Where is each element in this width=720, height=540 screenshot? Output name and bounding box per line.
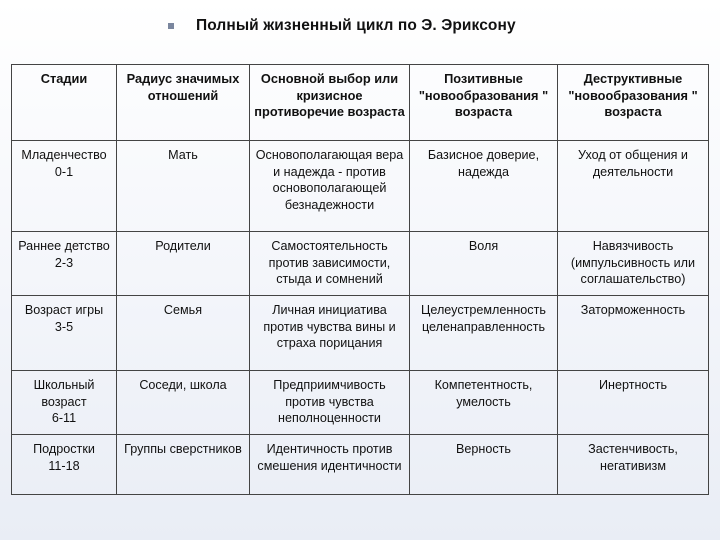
stage-age: 3-5 [54,319,74,334]
table-row [12,435,709,495]
stage-cell [12,296,117,371]
stage-name: Подростки [33,442,95,456]
crisis-cell: Идентичность против смешения идентичности [250,435,410,495]
radius-cell: Мать [117,141,250,232]
column-header-destructive: Деструктивные "новообразования " возраста [558,65,709,141]
column-header-radius: Радиус значимых отношений [117,65,250,141]
stage-cell [12,141,117,232]
stage-cell [12,371,117,435]
destructive-cell: Навязчивость (импульсивность или соглашательство) [558,232,709,296]
column-header-crisis: Основной выбор или кризисное противоречие возраста [250,65,410,141]
page-title: Полный жизненный цикл по Э. Эриксону [196,17,516,34]
table-row [12,232,709,296]
table-row [12,141,709,232]
crisis-cell: Самостоятельность против зависимости, стыда и сомнений [250,232,410,296]
stage-age: 0-1 [54,164,74,179]
positive-cell: Базисное доверие, надежда [410,141,558,232]
title-row [168,14,516,38]
stage-age: 2-3 [54,255,74,270]
stage-age: 11-18 [48,458,80,473]
stage-cell [12,435,117,495]
destructive-cell: Застенчивость, негативизм [558,435,709,495]
destructive-cell: Инертность [558,371,709,435]
destructive-cell: Заторможенность [558,296,709,371]
crisis-cell: Основополагающая вера и надежда - против основополагающей безнадежности [250,141,410,232]
radius-cell: Семья [117,296,250,371]
stage-name: Младенчество [21,148,107,162]
crisis-cell: Предприимчивость против чувства неполноценности [250,371,410,435]
destructive-cell: Уход от общения и деятельности [558,141,709,232]
radius-cell: Родители [117,232,250,296]
erikson-life-cycle-table [11,64,709,495]
stage-name: Раннее детство [18,239,110,253]
radius-cell: Группы сверстников [117,435,250,495]
positive-cell: Компетентность, умелость [410,371,558,435]
stage-name: Школьный возраст [33,378,95,409]
column-header-positive: Позитивные "новообразования " возраста [410,65,558,141]
stage-cell [12,232,117,296]
positive-cell: Целеустремленность целенаправленность [410,296,558,371]
positive-cell: Верность [410,435,558,495]
square-bullet-icon [168,23,174,29]
stage-age: 6-11 [51,411,77,425]
table-row [12,296,709,371]
column-header-stages: Стадии [12,65,117,141]
table-row [12,371,709,435]
stage-name: Возраст игры [24,303,104,317]
positive-cell: Воля [410,232,558,296]
table-header-row [12,65,709,141]
radius-cell: Соседи, школа [117,371,250,435]
crisis-cell: Личная инициатива против чувства вины и страха порицания [250,296,410,371]
